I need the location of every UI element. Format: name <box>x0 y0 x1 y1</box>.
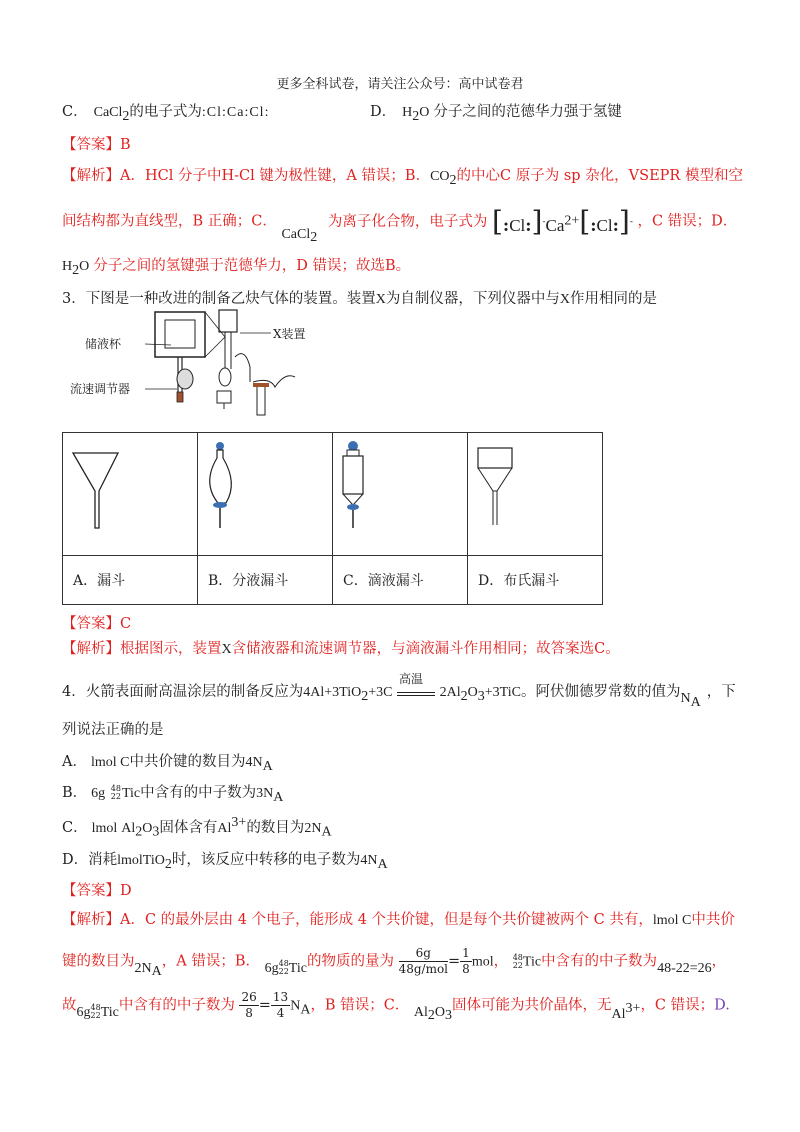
fraction-1-over-8: $\frac{1}{8}$ <box>462 946 470 976</box>
fraction-6g-over-48g: 6g 48g/mol <box>398 946 449 976</box>
q4-stem-line1: 4．火箭表面耐高温涂层的制备反应为4Al+3TiO$_2$+3C 高温 $2Al_2O_3+3TiC$。阿伏伽德罗常数的值为$N_A$，下 <box>62 672 736 710</box>
dropping-funnel-icon <box>333 433 467 551</box>
option-d-image <box>468 433 603 556</box>
page-header: 更多全科试卷，请关注公众号：高中试卷君 <box>276 77 524 92</box>
q4-option-d: D．消耗lmolTiO$_2$时，该反应中转移的电子数为$4N_A$ <box>62 852 388 872</box>
q4-option-b: B． 6g 48 22Tic中含有的中子数为$3N_A$ <box>62 784 284 805</box>
q2-explanation-line3: $H_2O$ 分子之间的氢键强于范德华力，D 错误；故选B。 <box>62 258 411 278</box>
fraction-26-over-8: $\frac{26}{8}$ <box>241 990 257 1020</box>
q2-explanation-line1: 【解析】A．HCl 分子中H-Cl 键为极性键，A 错误；B．$CO_2$的中心C 原子为 sp 杂化，VSEPR 模型和空 <box>62 168 743 188</box>
option-a-label: A．漏斗 <box>63 556 198 605</box>
option-c-image <box>333 433 468 556</box>
q4-explanation-line3: 故6g48 22Tic中含有的中子数为 $\frac{26}{8}$ = $\frac{13}{4}$ $N_A$，B 错误；C． $Al_2O_3$固体可能为共价晶体，无$Al^{3+}$，C 错误；D. <box>62 990 730 1024</box>
option-c-label: C．滴液漏斗 <box>333 556 468 605</box>
q3-options-table <box>62 432 603 605</box>
cacl2-electron-dot-diagram: $[:Cl:]^-Ca^{2+}[:Cl:]^-$ <box>491 205 633 238</box>
q4-option-c: C． lmol $Al_2O_3$固体含有$Al^{3+}$的数目为$2N_A$ <box>62 815 332 840</box>
q3-explanation: 【解析】根据图示，装置X含储液器和流速调节器，与滴液漏斗作用相同；故答案选C。 <box>62 641 620 657</box>
q4-explanation-line2: 键的数目为$2N_A$，A 错误；B． 6g48 22Tic的物质的量为 6g 48g/mol = $\frac{1}{8}$ mol， 48 22Tic中含有的中子数为48-22=26， <box>62 946 727 980</box>
option-d-label: D．布氏漏斗 <box>468 556 603 605</box>
acetylene-apparatus-figure <box>70 307 310 432</box>
option-b-label: B．分液漏斗 <box>198 556 333 605</box>
q3-answer: 【答案】C <box>62 616 132 632</box>
separatory-funnel-icon <box>198 433 332 551</box>
q3-stem: 3．下图是一种改进的制备乙炔气体的装置。装置X为自制仪器，下列仪器中与X作用相同的是 <box>62 291 657 307</box>
figure-label-x-device: X装置 <box>273 327 306 341</box>
q4-option-a: A． lmol C中共价键的数目为$4N_A$ <box>62 754 273 774</box>
option-a-image <box>63 433 198 556</box>
reaction-condition: 高温 <box>397 685 435 696</box>
q2-explanation-line2: 间结构都为直线型，B 正确；C． CaCl$_2$ 为离子化合物，电子式为 $[:Cl:]^-Ca^{2+}[:Cl:]^-$ ，C 错误；D． <box>62 205 738 246</box>
figure-label-flow-regulator: 流速调节器 <box>70 382 131 396</box>
option-b-image <box>198 433 333 556</box>
q4-stem-line2: 列说法正确的是 <box>62 722 164 738</box>
q4-explanation-line1: 【解析】A．C 的最外层由 4 个电子，能形成 4 个共价键，但是每个共价键被两个 C 共有，lmol C中共价 <box>62 912 735 928</box>
q2-option-c: C． CaCl$_2$的电子式为:Cl:Ca:Cl: <box>62 104 270 124</box>
figure-label-reservoir: 储液杯 <box>85 337 122 351</box>
fraction-13-over-4: $\frac{13}{4}$ <box>272 990 289 1020</box>
q2-answer: 【答案】B <box>62 137 131 153</box>
funnel-icon <box>63 433 197 551</box>
q4-answer: 【答案】D <box>62 883 132 899</box>
q2-option-d: D． $H_2O$ 分子之间的范德华力强于氢键 <box>370 104 622 124</box>
buchner-funnel-icon <box>468 433 602 551</box>
